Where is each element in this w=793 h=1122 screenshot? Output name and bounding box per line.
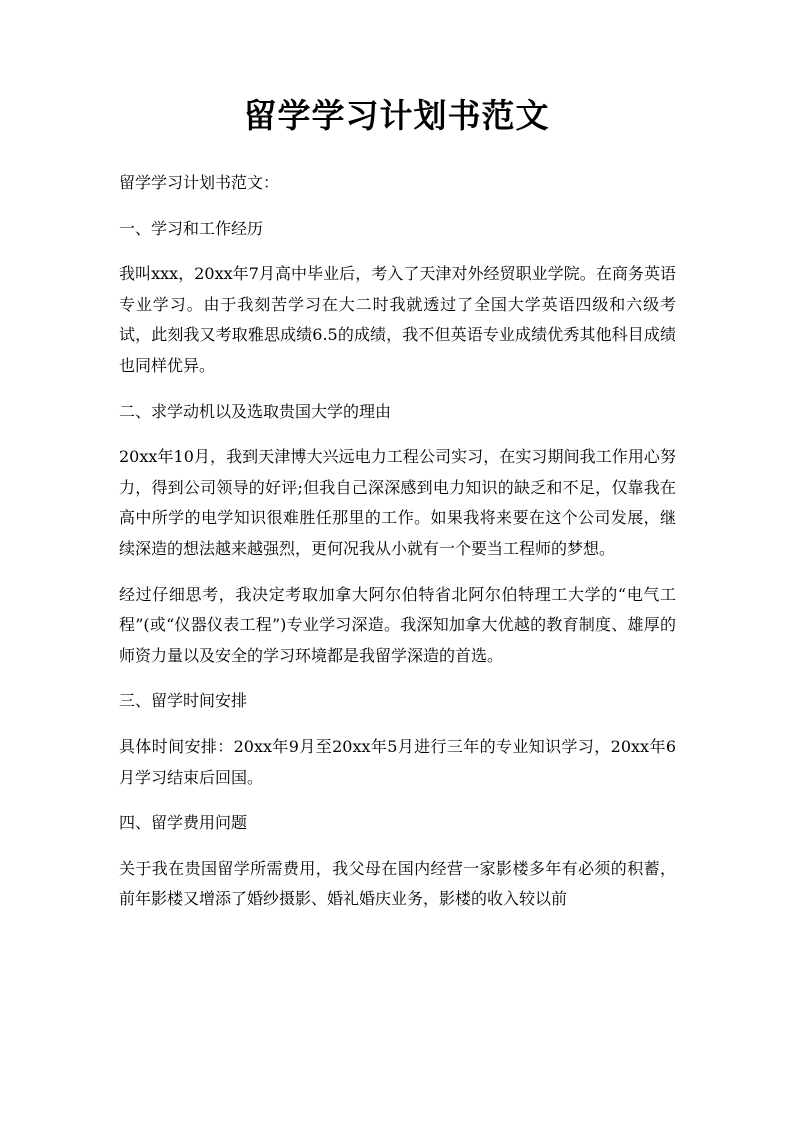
intro-label: 留学学习计划书范文： (119, 173, 280, 192)
section-heading-motivation: 二、求学动机以及选取贵国大学的理由 (119, 401, 392, 421)
paragraph-experience: 我叫xxx，20xx年7月高中毕业后，考入了天津对外经贸职业学院。在商务英语专业学习。由于我刻苦学习在大二时我就透过了全国大学英语四级和六级考试，此刻我又考取雅思成绩6.5的成绩，我不但英语专业成绩优秀其他科目成绩也同样优异。 (119, 264, 676, 375)
paragraph-motivation-internship: 20xx年10月，我到天津博大兴远电力工程公司实习，在实习期间我工作用心努力，得到公司领导的好评;但我自己深深感到电力知识的缺乏和不足，仅靠我在高中所学的电学知识很难胜任那里的工作。如果我将来要在这个公司发展，继续深造的想法越来越强烈，更何况我从小就有一个要当工程师的梦想。 (119, 447, 676, 558)
section-heading-costs: 四、留学费用问题 (119, 813, 248, 833)
paragraph-costs: 关于我在贵国留学所需费用，我父母在国内经营一家影楼多年有必须的积蓄，前年影楼又增添了婚纱摄影、婚礼婚庆业务，影楼的收入较以前 (119, 858, 676, 909)
paragraph-motivation-university: 经过仔细思考，我决定考取加拿大阿尔伯特省北阿尔伯特理工大学的“电气工程”(或“仪器仪表工程”)专业学习深造。我深知加拿大优越的教育制度、雄厚的师资力量以及安全的学习环境都是我留学深造的首选。 (119, 584, 676, 665)
paragraph-schedule: 具体时间安排：20xx年9月至20xx年5月进行三年的专业知识学习，20xx年6月学习结束后回国。 (119, 736, 676, 787)
document-body (119, 168, 676, 930)
section-heading-schedule: 三、留学时间安排 (119, 691, 248, 711)
document-title: 留学学习计划书范文 (243, 96, 550, 135)
section-heading-experience: 一、学习和工作经历 (119, 218, 264, 238)
